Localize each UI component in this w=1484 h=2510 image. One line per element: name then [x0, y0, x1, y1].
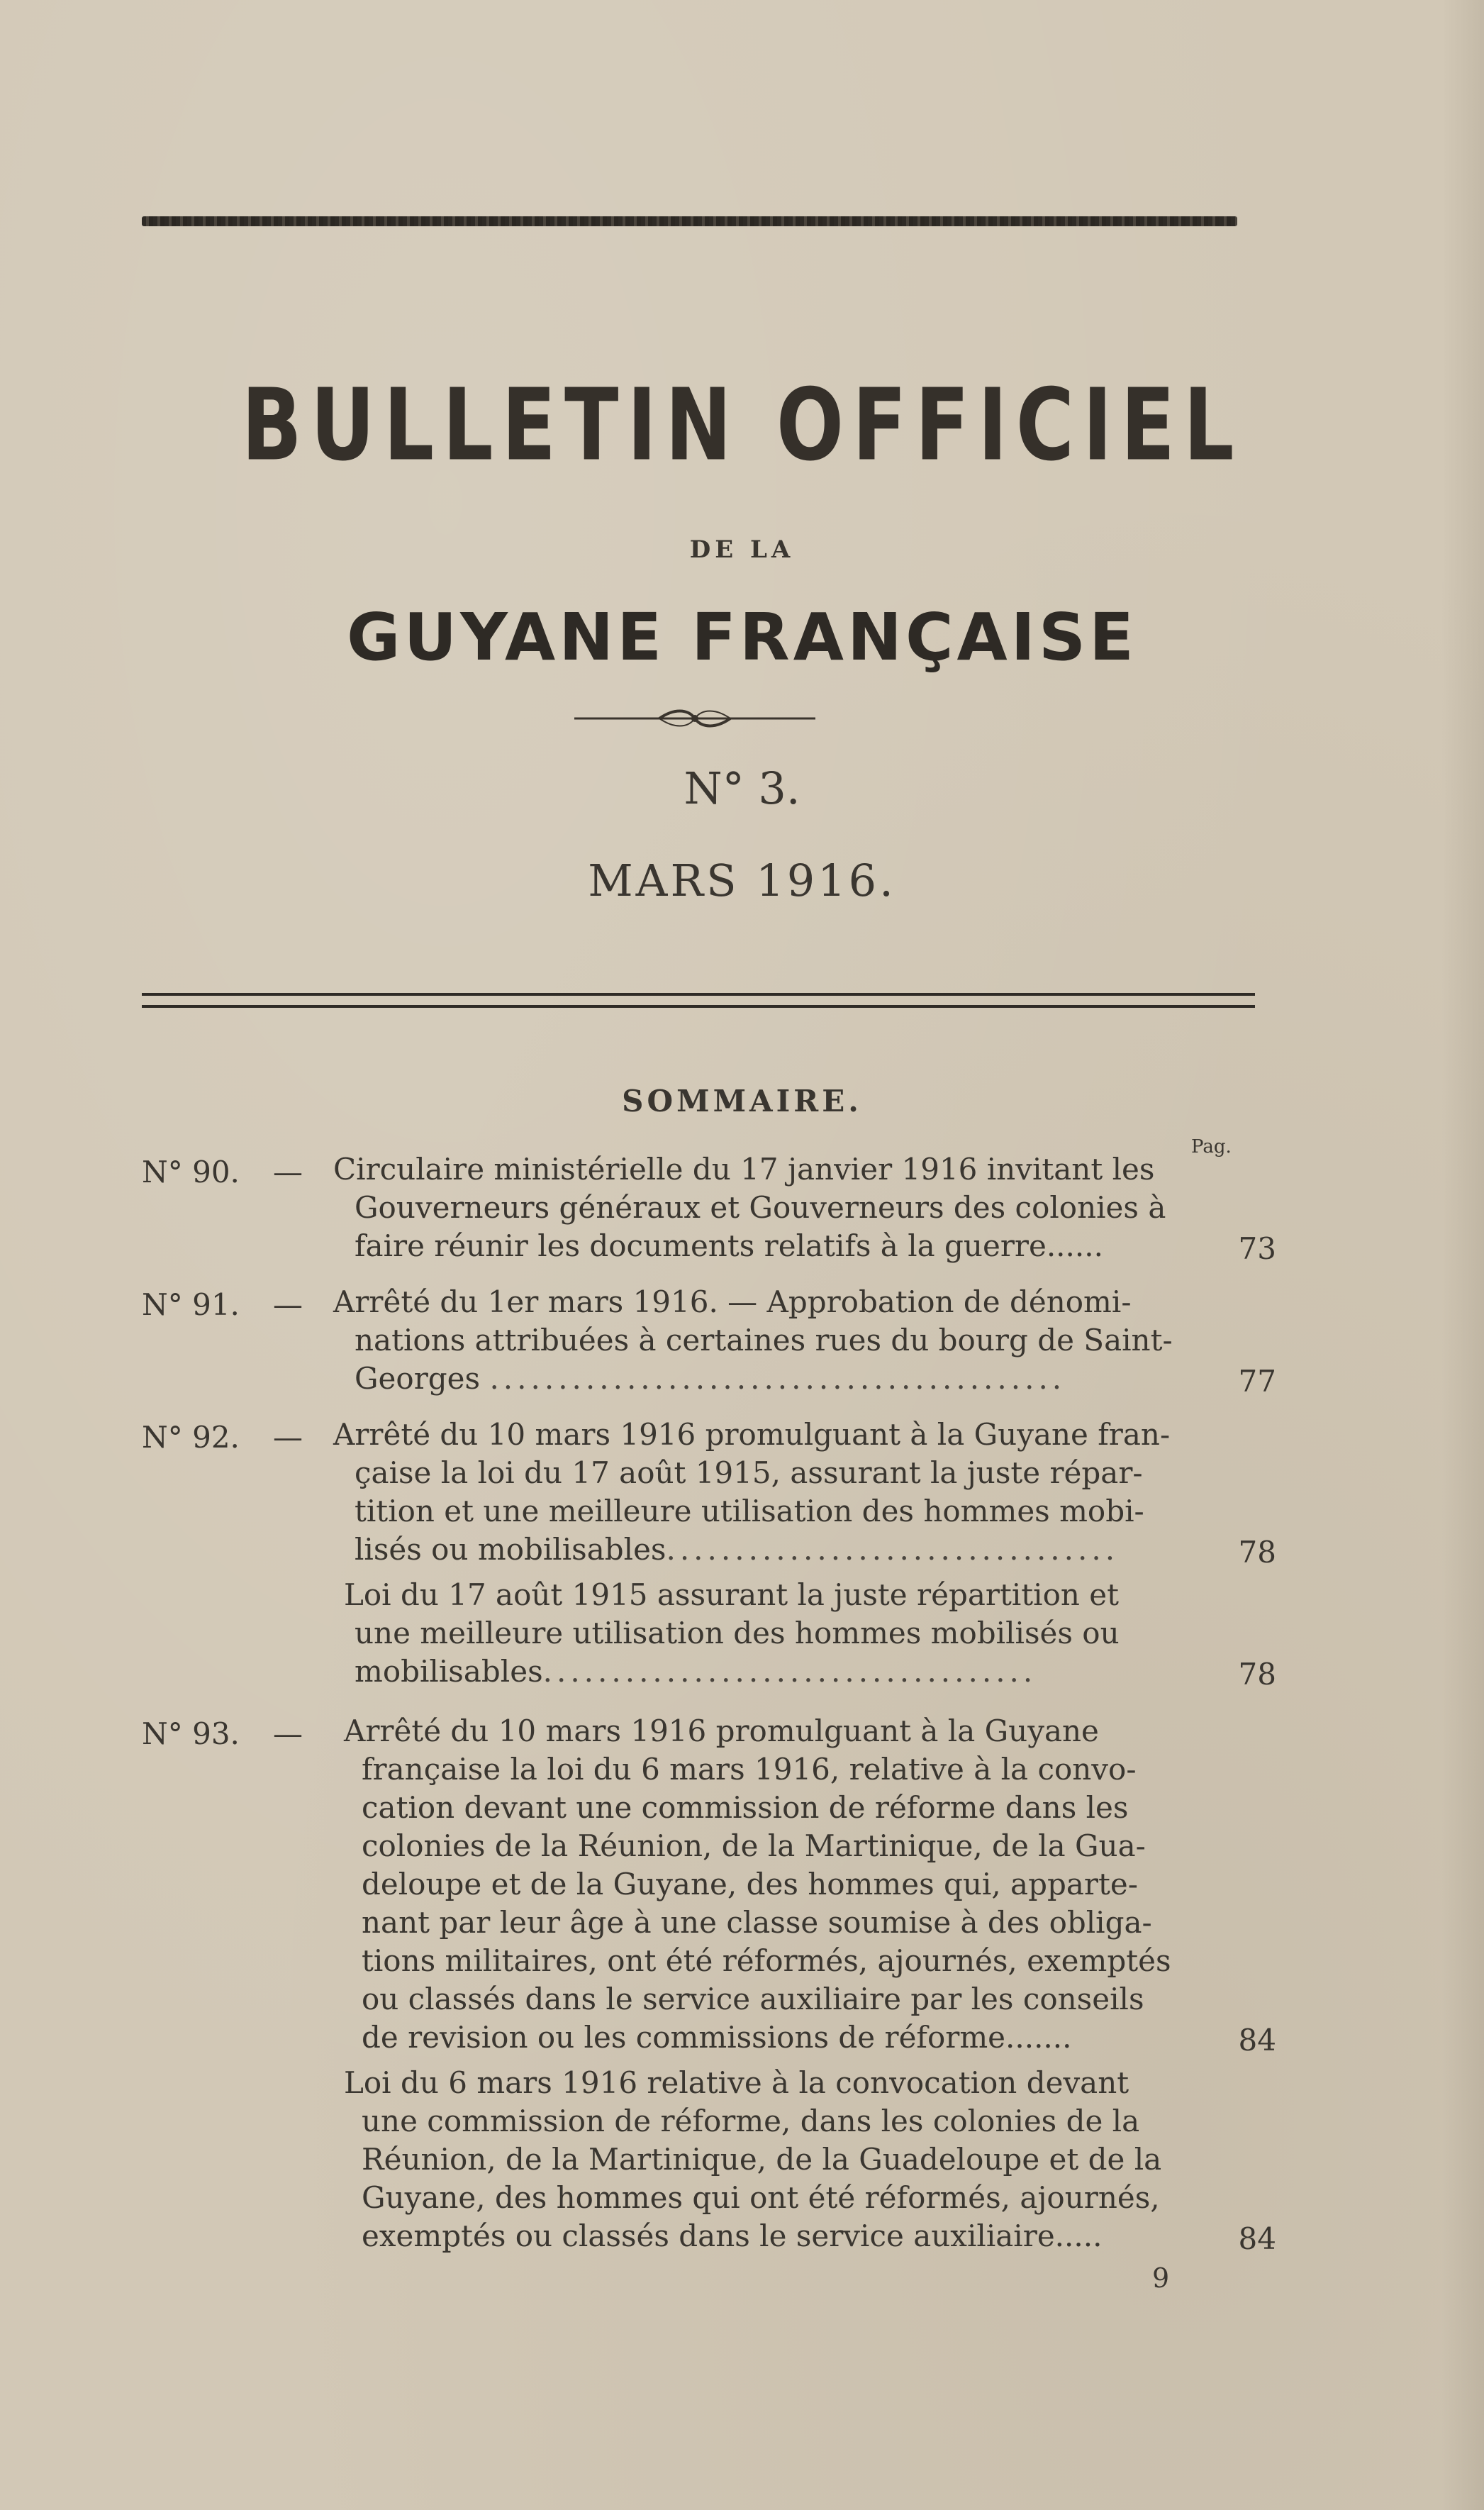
sub-entry-line: exemptés ou classés dans le service auxiliaire..... — [362, 2219, 1103, 2253]
leader-dots: .......................................... — [489, 1361, 1066, 1396]
folio-number: 9 — [1152, 2262, 1170, 2294]
entry-line: faire réunir les documents relatifs à la guerre...... — [355, 1228, 1103, 1263]
entry-page-number: 77 — [1238, 1364, 1276, 1399]
entry-line: de revision ou les commissions de réforme....... — [362, 2020, 1072, 2055]
entry-line: nant par leur âge à une classe soumise à des obliga- — [362, 1905, 1152, 1940]
divider-rule-lower — [142, 1005, 1255, 1008]
leader-dots: .................................... — [542, 1654, 1037, 1689]
sommaire-heading: SOMMAIRE. — [622, 1084, 862, 1118]
entry-page-number: 73 — [1238, 1231, 1276, 1266]
colony-title: GUYANE FRANÇAISE — [346, 599, 1138, 675]
sub-entry-line: Guyane, des hommes qui ont été réformés, ajournés, — [362, 2180, 1160, 2215]
entry-number: N° 91. — [142, 1287, 240, 1322]
entry-line: Arrêté du 10 mars 1916 promulguant à la Guyane fran- — [333, 1417, 1171, 1452]
entry-line: Gouverneurs généraux et Gouverneurs des colonies à — [355, 1190, 1166, 1225]
entry-line: Circulaire ministérielle du 17 janvier 1916 invitant les — [333, 1152, 1155, 1187]
entry-dash: — — [273, 1420, 303, 1455]
entry-line — [355, 1360, 1066, 1398]
entry-line: française la loi du 6 mars 1916, relative à la convo- — [362, 1752, 1137, 1787]
sub-entry-line: Réunion, de la Martinique, de la Guadeloupe et de la — [362, 2142, 1162, 2177]
entry-line-text: Georges — [355, 1361, 481, 1396]
entry-line: nations attribuées à certaines rues du bourg de Saint- — [355, 1323, 1173, 1357]
entry-line: colonies de la Réunion, de la Martinique, de la Gua- — [362, 1828, 1146, 1863]
sub-entry-line: Loi du 17 août 1915 assurant la juste répartition et — [344, 1577, 1119, 1612]
de-la-label: DE LA — [689, 535, 795, 564]
entry-line: çaise la loi du 17 août 1915, assurant la juste répar- — [355, 1455, 1143, 1490]
entry-line: Arrêté du 10 mars 1916 promulguant à la Guyane — [344, 1714, 1099, 1748]
ornament-divider-icon — [574, 704, 815, 733]
leader-dots: ................................. — [666, 1532, 1120, 1567]
sub-entry-line — [355, 1653, 1037, 1691]
entry-line: cation devant une commission de réforme dans les — [362, 1790, 1129, 1825]
entry-line: tions militaires, ont été réformés, ajournés, exemptés — [362, 1943, 1171, 1978]
entry-line-text: mobilisables — [355, 1654, 543, 1689]
entry-dash: — — [273, 1716, 303, 1751]
entry-line — [355, 1531, 1119, 1569]
entry-line-text: lisés ou mobilisables — [355, 1532, 666, 1567]
entry-line: Arrêté du 1er mars 1916. — Approbation de dénomi- — [333, 1284, 1132, 1319]
entry-page-number: 84 — [1238, 2023, 1276, 2058]
entry-line: tition et une meilleure utilisation des hommes mobi- — [355, 1494, 1144, 1528]
entry-number: N° 93. — [142, 1716, 240, 1751]
sub-entry-line: une commission de réforme, dans les colonies de la — [362, 2104, 1140, 2138]
top-ornamental-rule — [142, 216, 1237, 226]
issue-number: N° 3. — [684, 762, 800, 814]
entry-number: N° 90. — [142, 1155, 240, 1189]
entry-line: ou classés dans le service auxiliaire par les conseils — [362, 1982, 1144, 2016]
entry-number: N° 92. — [142, 1420, 240, 1455]
sub-entry-line: Loi du 6 mars 1916 relative à la convocation devant — [344, 2065, 1129, 2100]
sub-entry-line: une meilleure utilisation des hommes mobilisés ou — [355, 1616, 1120, 1650]
divider-rule-upper — [142, 993, 1255, 996]
sub-entry-page-number: 78 — [1238, 1657, 1276, 1692]
entry-line: deloupe et de la Guyane, des hommes qui, apparte- — [362, 1867, 1138, 1901]
entry-page-number: 78 — [1238, 1535, 1276, 1570]
sub-entry-page-number: 84 — [1238, 2221, 1276, 2256]
issue-date: MARS 1916. — [588, 855, 896, 906]
page-column-label: Pag. — [1191, 1136, 1232, 1157]
bulletin-title: BULLETIN OFFICIEL — [241, 367, 1243, 484]
entry-dash: — — [273, 1287, 303, 1322]
entry-dash: — — [273, 1155, 303, 1189]
